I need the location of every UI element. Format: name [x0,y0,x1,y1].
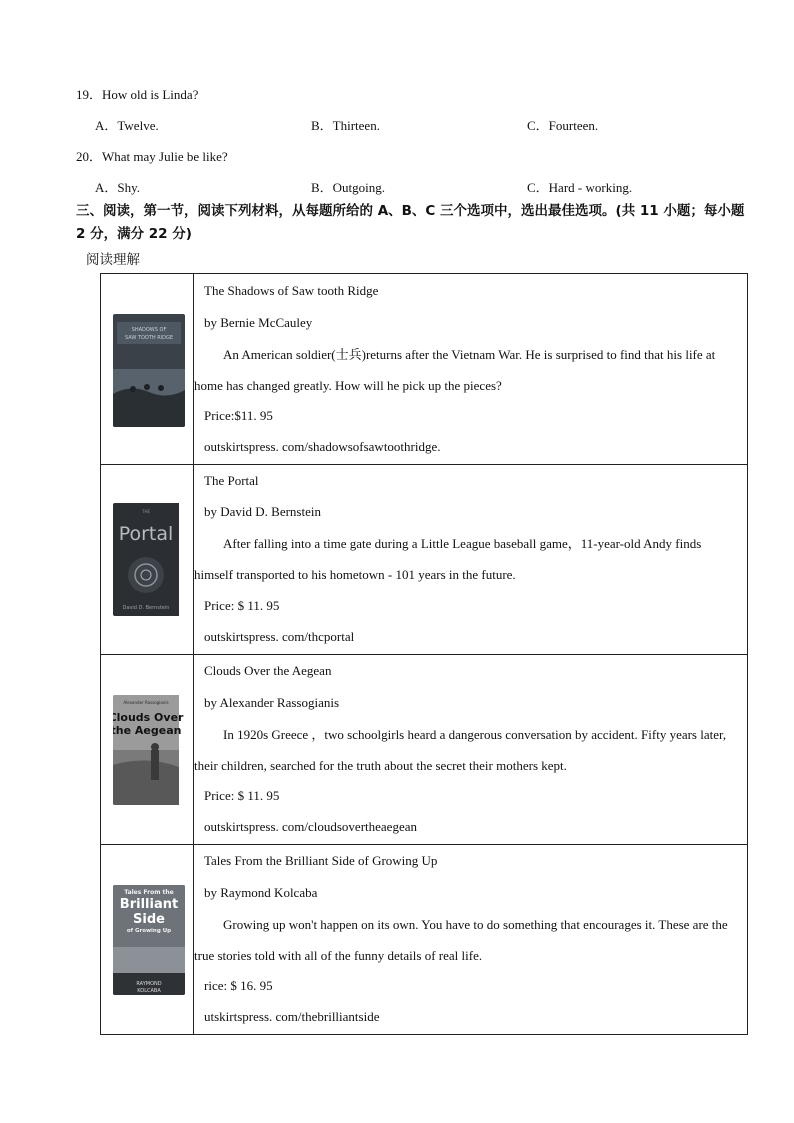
option-b[interactable] [311,115,380,134]
book-author: by Alexander Rassogianis [204,695,340,710]
book-row [101,274,748,465]
book-title: The Shadows of Saw tooth Ridge [204,283,379,298]
option-text: Thirteen. [332,118,380,133]
book-url[interactable]: outskirtspress. com/thcportal [204,629,355,644]
section-heading: 三、阅读，第一节，阅读下列材料，从每题所给的 A、B、C 三个选项中，选出最佳选项。(共 11 小题；每小题 2 分，满分 22 分) [76,203,745,242]
option-text: Shy. [117,180,141,195]
svg-text:Portal: Portal [118,523,174,545]
option-letter: B． [311,118,333,133]
book-cover-image [113,314,185,427]
book-row [101,655,748,845]
section-subheading: 阅读理解 [86,252,140,268]
book-price: Price:$11. 95 [204,408,273,423]
book-cover-cell [101,465,194,655]
book-price: rice: $ 16. 95 [204,978,273,993]
question-20 [76,146,228,165]
book-row [101,465,748,655]
book-title: The Portal [204,473,259,488]
option-letter: A． [95,118,118,133]
svg-text:RAYMOND: RAYMOND [136,981,162,987]
option-text: Fourteen. [548,118,599,133]
book-description: Growing up won't happen on its own. You have to do something that encourages it. These are the true stories told with all of the funny details of real life. [194,917,728,963]
book-info [194,655,748,845]
book-author: by David D. Bernstein [204,504,321,519]
book-url[interactable]: utskirtspress. com/thebrilliantside [204,1009,380,1024]
book-cover-image [113,885,185,995]
book-price: Price: $ 11. 95 [204,788,280,803]
question-text: How old is Linda? [102,87,199,102]
option-text: Outgoing. [332,180,386,195]
book-price: Price: $ 11. 95 [204,598,280,613]
svg-text:Clouds Over: Clouds Over [113,711,184,724]
book-cover-cell [101,655,194,845]
option-a[interactable] [95,177,140,196]
svg-text:KOLCABA: KOLCABA [137,988,161,994]
svg-text:SAW TOOTH RIDGE: SAW TOOTH RIDGE [124,335,174,341]
option-text: Hard - working. [548,180,633,195]
book-description: An American soldier(士兵)returns after the Vietnam War. He is surprised to find that his life at home has changed greatly. How will he pick up the pieces? [194,347,716,393]
option-letter: B． [311,180,333,195]
svg-text:THE: THE [142,509,150,514]
svg-text:David D. Bernstein: David D. Bernstein [122,605,170,611]
question-number: 20． [76,149,103,164]
book-description: After falling into a time gate during a Little League baseball game，11-year-old Andy finds himself transported to his hometown - 101 years in the future. [194,536,702,582]
svg-text:Tales From the: Tales From the [124,889,174,896]
book-cover-image [113,503,185,616]
book-cover-image [113,695,185,805]
option-text: Twelve. [117,118,159,133]
option-letter: A． [95,180,118,195]
question-text: What may Julie be like? [102,149,228,164]
option-c[interactable] [527,177,632,196]
option-letter: C． [527,180,549,195]
svg-text:Brilliant: Brilliant [119,897,179,912]
option-a[interactable] [95,115,159,134]
book-info [194,274,748,465]
book-row [101,845,748,1035]
svg-text:Side: Side [133,912,165,927]
book-url[interactable]: outskirtspress. com/cloudsovertheaegean [204,819,417,834]
option-letter: C． [527,118,549,133]
book-title: Tales From the Brilliant Side of Growing Up [204,853,438,868]
book-author: by Bernie McCauley [204,315,313,330]
book-table [100,273,748,1035]
book-author: by Raymond Kolcaba [204,885,318,900]
book-url[interactable]: outskirtspress. com/shadowsofsawtoothridge. [204,439,441,454]
svg-text:SHADOWS OF: SHADOWS OF [131,327,167,333]
option-b[interactable] [311,177,385,196]
book-info [194,845,748,1035]
book-cover-cell [101,845,194,1035]
svg-text:Alexander Rassogianis: Alexander Rassogianis [123,700,169,705]
book-info [194,465,748,655]
question-19 [76,84,198,103]
svg-text:the Aegean: the Aegean [113,724,182,737]
book-description: In 1920s Greece ，two schoolgirls heard a dangerous conversation by accident. Fifty years later, their children, searched for the truth about the secret their mothers kept. [194,727,727,773]
book-cover-cell [101,274,194,465]
svg-text:of Growing Up: of Growing Up [126,928,172,934]
book-title: Clouds Over the Aegean [204,663,332,678]
question-number: 19． [76,87,103,102]
option-c[interactable] [527,115,598,134]
